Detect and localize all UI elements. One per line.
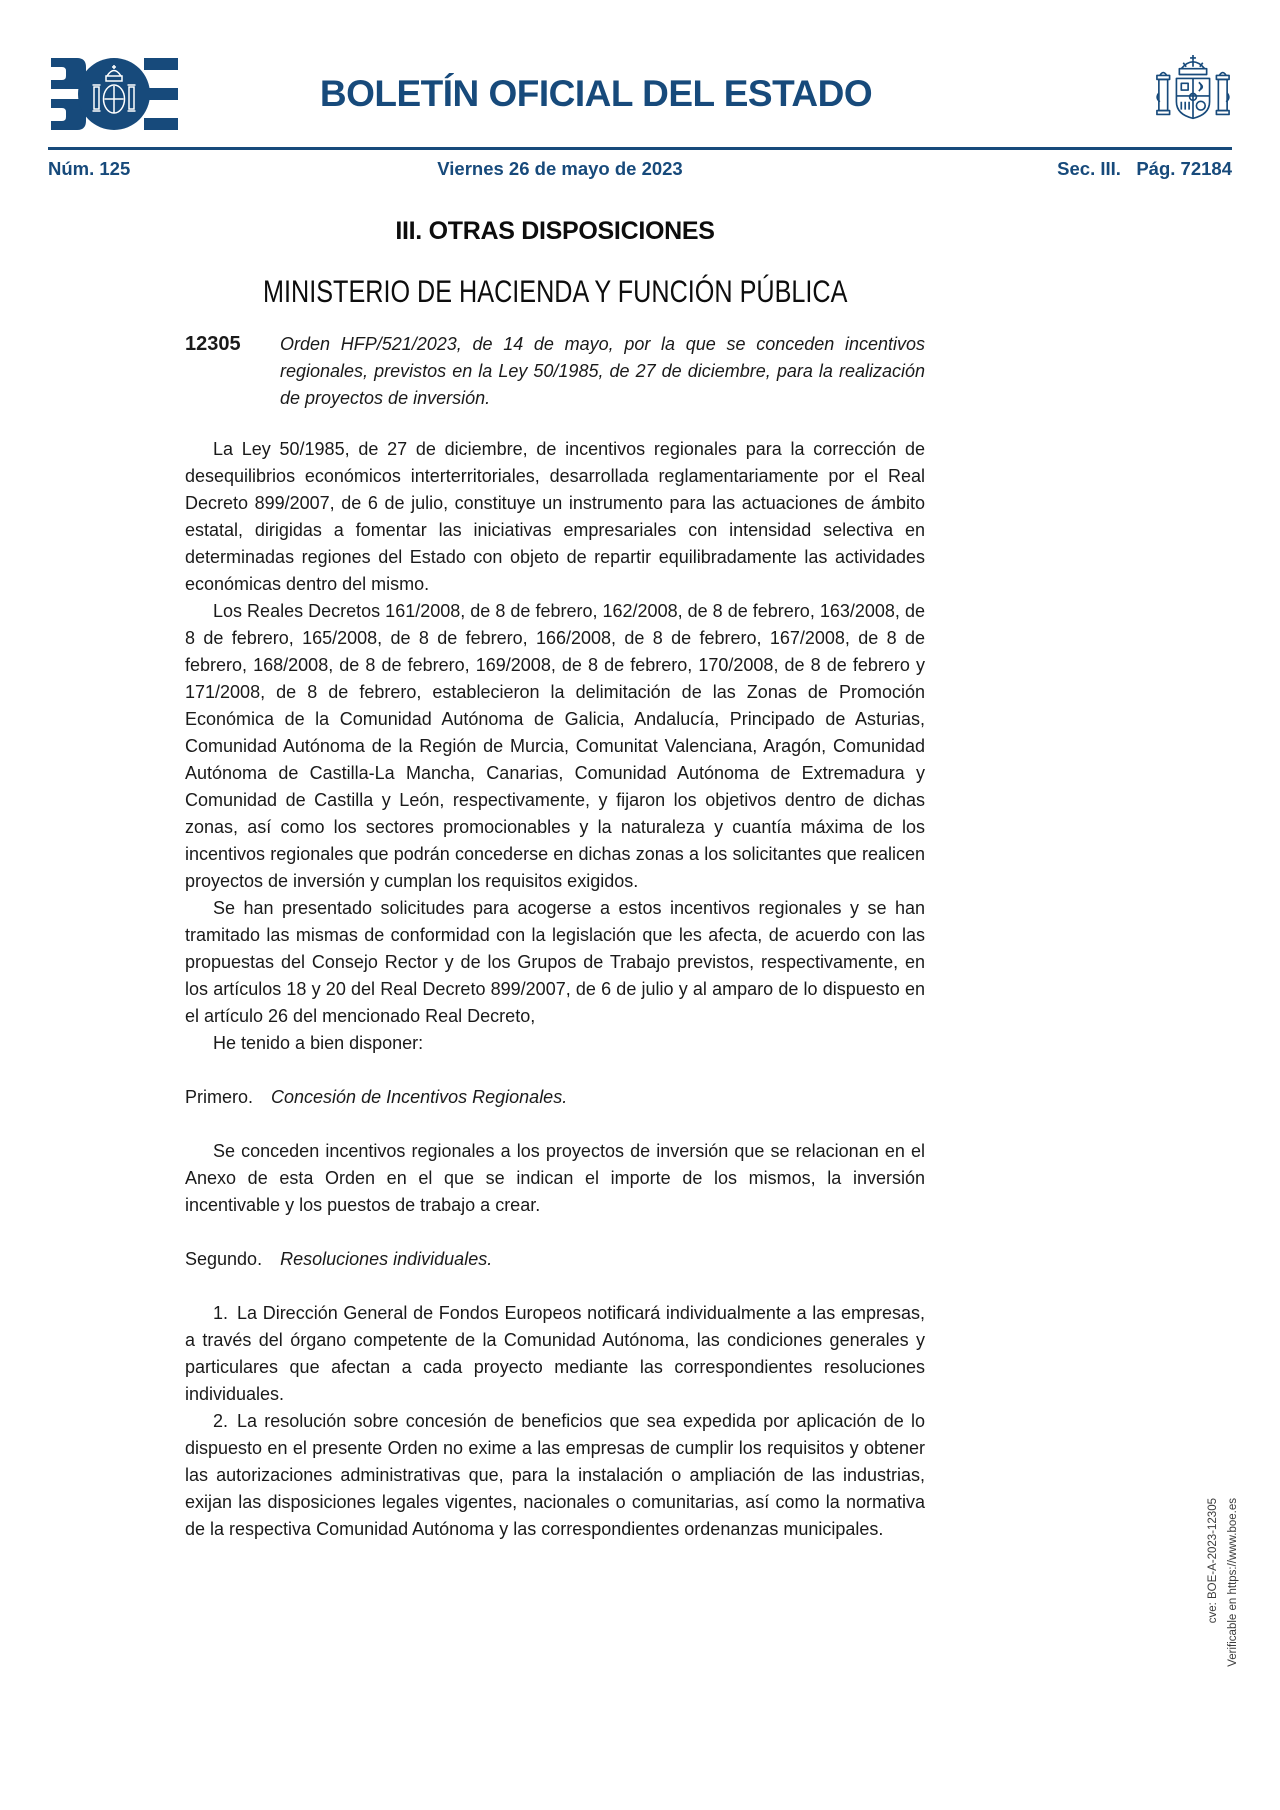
body-paragraph: 2. La resolución sobre concesión de beneficios que sea expedida por aplicación de lo dispuesto en el presente Orden no exime a las empresas de cumplir los requisitos y obtener las autorizaciones administrativas que, para la instalación o ampliación de las industrias, exijan las disposiciones legales vigentes, nacionales o comunitarias, así como la normativa de la respectiva Comunidad Autónoma y las correspondientes ordenanzas municipales. xyxy=(185,1411,925,1539)
header-meta-row xyxy=(48,150,1232,180)
boe-logo-icon xyxy=(48,56,180,132)
page-header xyxy=(0,0,1280,180)
section-heading: III. OTRAS DISPOSICIONES xyxy=(395,217,715,245)
cve-code: cve: BOE-A-2023-12305 xyxy=(1207,1498,1219,1624)
body-paragraph: Se conceden incentivos regionales a los proyectos de inversión que se relacionan en el Anexo de esta Orden en el que se indican el importe de los mismos, la inversión incentivable y los puestos de trabajo a crear. xyxy=(185,1141,925,1215)
issue-date: Viernes 26 de mayo de 2023 xyxy=(437,158,683,179)
section-page-number: Sec. III. Pág. 72184 xyxy=(1057,158,1232,179)
body-paragraph: La Ley 50/1985, de 27 de diciembre, de incentivos regionales para la corrección de desequilibrios económicos interterritoriales, desarrollada reglamentariamente por el Real Decreto 899/2007, de 6 de julio, constituye un instrumento para las actuaciones de ámbito estatal, dirigidas a fomentar las iniciativas empresariales con intensidad selectiva en determinadas regiones del Estado con objeto de repartir equilibradamente las actividades económicas dentro del mismo. xyxy=(185,439,925,594)
page-title: BOLETÍN OFICIAL DEL ESTADO xyxy=(319,73,873,114)
ministry-heading: MINISTERIO DE HACIENDA Y FUNCIÓN PÚBLICA xyxy=(262,273,848,309)
issue-number: Núm. 125 xyxy=(48,158,131,179)
verification-note: Verificable en https://www.boe.es xyxy=(1227,1498,1239,1667)
section-title-primero: Primero. Concesión de Incentivos Regionales. xyxy=(185,1087,568,1107)
item-number: 12305 xyxy=(185,333,241,355)
body-paragraph: Los Reales Decretos 161/2008, de 8 de febrero, 162/2008, de 8 de febrero, 163/2008, de 8 de febrero, 165/2008, de 8 de febrero, 166/2008, de 8 de febrero, 167/2008, de 8 de febrero, 168/2008, de 8 de febrero, 169/2008, de 8 de febrero, 170/2008, de 8 de febrero y 171/2008, de 8 de febrero, establecieron la delimitación de las Zonas de Promoción Económica de la Comunidad Autónoma de Galicia, Andalucía, Principado de Asturias, Comunidad Autónoma de la Región de Murcia, Comunitat Valenciana, Aragón, Comunidad Autónoma de Castilla-La Mancha, Canarias, Comunidad Autónoma de Extremadura y Comunidad de Castilla y León, respectivamente, y fijaron los objetivos dentro de dichas zonas, así como los sectores promocionables y la naturaleza y cuantía máxima de los incentivos regionales que podrán concederse en dichas zonas a los solicitantes que realicen proyectos de inversión y cumplan los requisitos exigidos. xyxy=(185,601,925,891)
document-body xyxy=(185,218,925,1543)
header-top xyxy=(48,54,1232,134)
body-paragraph: 1. La Dirección General de Fondos Europeos notificará individualmente a las empresas, a través del órgano competente de la Comunidad Autónoma, las condiciones generales y particulares que afectan a cada proyecto mediante las correspondientes resoluciones individuales. xyxy=(185,1303,925,1404)
disposition-item xyxy=(185,331,925,412)
section-title-segundo: Segundo. Resoluciones individuales. xyxy=(185,1249,493,1269)
verification-sidebar xyxy=(1206,1498,1240,1667)
item-summary: Orden HFP/521/2023, de 14 de mayo, por la que se conceden incentivos regionales, previstos en la Ley 50/1985, de 27 de diciembre, para la realización de proyectos de inversión. xyxy=(280,334,925,408)
body-paragraph: He tenido a bien disponer: xyxy=(213,1033,424,1053)
body-paragraph: Se han presentado solicitudes para acogerse a estos incentivos regionales y se han tramitado las mismas de conformidad con la legislación que les afecta, de acuerdo con las propuestas del Consejo Rector y de los Grupos de Trabajo previstos, respectivamente, en los artículos 18 y 20 del Real Decreto 899/2007, de 6 de julio y al amparo de lo dispuesto en el artículo 26 del mencionado Real Decreto, xyxy=(185,898,925,1026)
spain-coat-of-arms-icon xyxy=(1154,52,1232,136)
